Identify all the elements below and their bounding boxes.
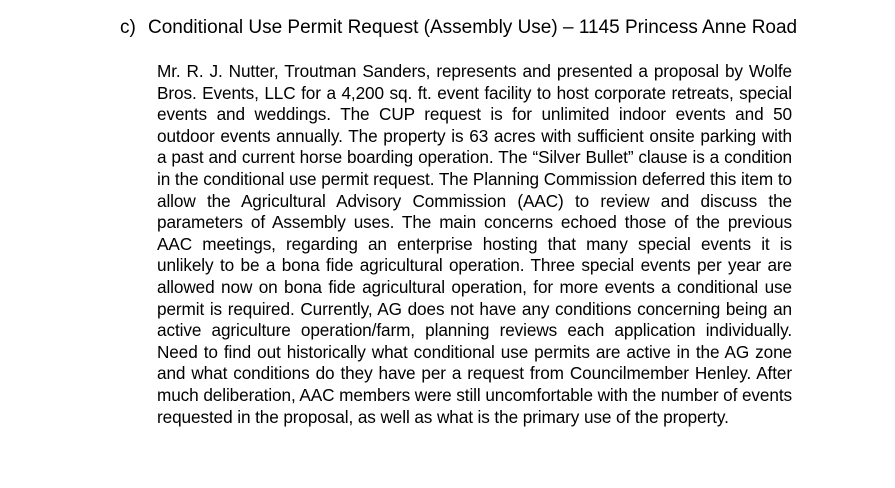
- section-heading: [120, 16, 797, 40]
- body-paragraph: Mr. R. J. Nutter, Troutman Sanders, represents and presented a proposal by Wolfe Bros. Events, LLC for a 4,200 sq. ft. event facility to host corporate retreats, special events and weddings. The CUP request is for unlimited indoor events and 50 outdoor events annually. The property is 63 acres with sufficient onsite parking with a past and current horse boarding operation. The “Silver Bullet” clause is a condition in the conditional use permit request. The Planning Commission deferred this item to allow the Agricultural Advisory Commission (AAC) to review and discuss the parameters of Assembly uses. The main concerns echoed those of the previous AAC meetings, regarding an enterprise hosting that many special events it is unlikely to be a bona fide agricultural operation. Three special events per year are allowed now on bona fide agricultural operation, for more events a conditional use permit is required. Currently, AG does not have any conditions concerning being an active agriculture operation/farm, planning reviews each application individually. Need to find out historically what conditional use permits are active in the AG zone and what conditions do they have per a request from Councilmember Henley. After much deliberation, AAC members were still uncomfortable with the number of events requested in the proposal, as well as what is the primary use of the property.: [157, 61, 792, 427]
- section-title: Conditional Use Permit Request (Assembly Use) – 1145 Princess Anne Road: [148, 17, 798, 38]
- section-body: [157, 61, 792, 428]
- section-marker: c): [120, 17, 136, 38]
